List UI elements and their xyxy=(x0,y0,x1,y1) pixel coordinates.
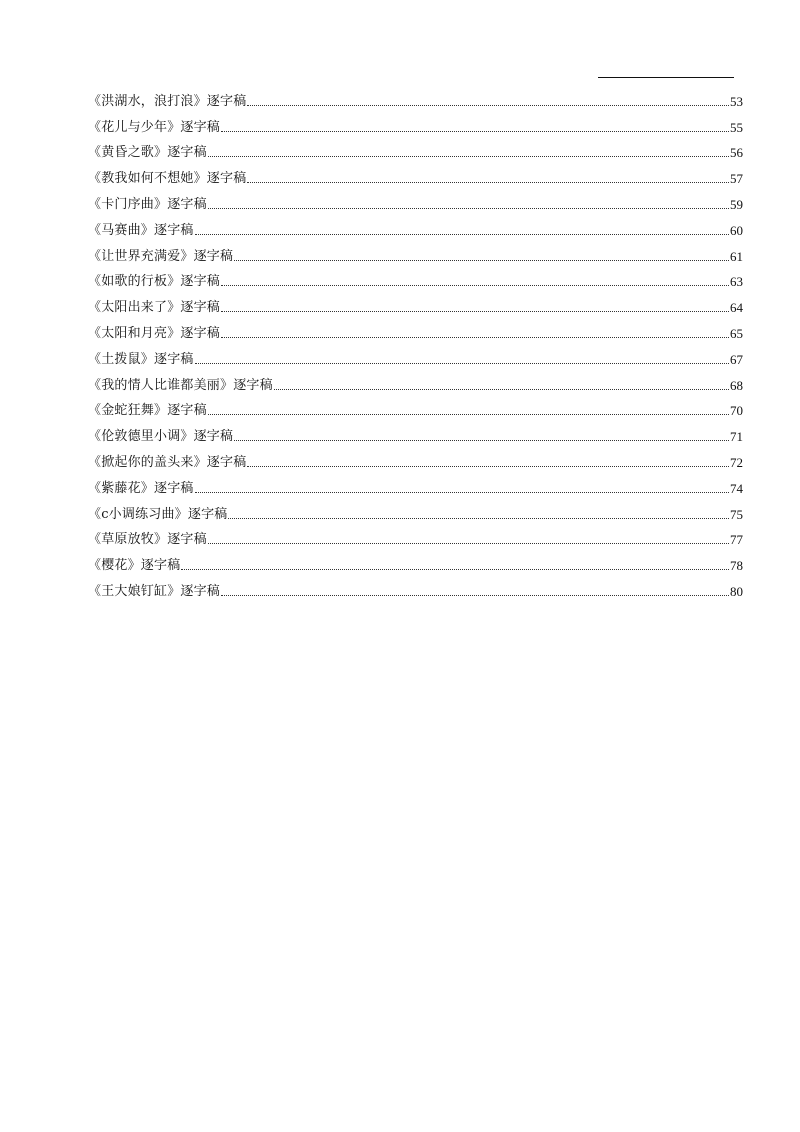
toc-entry[interactable] xyxy=(88,290,743,316)
toc-page-number: 65 xyxy=(730,325,743,341)
toc-entry-title: 《太阳和月亮》逐字稿 xyxy=(88,325,221,341)
toc-dot-leader xyxy=(234,260,729,261)
toc-page-number: 55 xyxy=(730,119,743,135)
toc-dot-leader xyxy=(221,285,729,286)
toc-entry-title: 《樱花》逐字稿 xyxy=(88,558,181,574)
toc-entry[interactable] xyxy=(88,239,743,265)
toc-page-number: 64 xyxy=(730,300,743,316)
toc-entry-title: 《花儿与少年》逐字稿 xyxy=(88,119,221,135)
toc-entry-title: 《教我如何不想她》逐字稿 xyxy=(88,171,247,187)
toc-dot-leader xyxy=(208,156,729,157)
toc-dot-leader xyxy=(247,466,729,467)
toc-dot-leader xyxy=(195,234,729,235)
toc-entry[interactable] xyxy=(88,161,743,187)
toc-page-number: 70 xyxy=(730,403,743,419)
toc-entry-title: 《土拨鼠》逐字稿 xyxy=(88,351,194,367)
toc-page-number: 75 xyxy=(730,506,743,522)
toc-entry[interactable] xyxy=(88,187,743,213)
toc-entry[interactable] xyxy=(88,368,743,394)
toc-entry[interactable] xyxy=(88,84,743,110)
toc-page-number: 80 xyxy=(730,583,743,599)
toc-entry-title: 《c小调练习曲》逐字稿 xyxy=(88,506,228,522)
toc-entry[interactable] xyxy=(88,110,743,136)
toc-dot-leader xyxy=(234,440,729,441)
toc-entry[interactable] xyxy=(88,213,743,239)
table-of-contents xyxy=(88,84,743,600)
toc-entry[interactable] xyxy=(88,497,743,523)
toc-dot-leader xyxy=(221,337,729,338)
toc-page-number: 77 xyxy=(730,532,743,548)
toc-page-number: 72 xyxy=(730,454,743,470)
toc-dot-leader xyxy=(208,543,729,544)
toc-dot-leader xyxy=(181,569,729,570)
toc-dot-leader xyxy=(195,492,729,493)
toc-entry[interactable] xyxy=(88,523,743,549)
toc-dot-leader xyxy=(228,518,729,519)
toc-entry-title: 《紫藤花》逐字稿 xyxy=(88,480,194,496)
toc-entry[interactable] xyxy=(88,445,743,471)
toc-entry-title: 《伦敦德里小调》逐字稿 xyxy=(88,429,234,445)
toc-dot-leader xyxy=(221,131,729,132)
toc-page-number: 71 xyxy=(730,429,743,445)
toc-entry[interactable] xyxy=(88,394,743,420)
toc-page-number: 53 xyxy=(730,93,743,109)
toc-entry-title: 《掀起你的盖头来》逐字稿 xyxy=(88,454,247,470)
toc-entry[interactable] xyxy=(88,316,743,342)
toc-entry-title: 《草原放牧》逐字稿 xyxy=(88,532,207,548)
toc-entry-title: 《太阳出来了》逐字稿 xyxy=(88,300,221,316)
toc-page-number: 63 xyxy=(730,274,743,290)
toc-dot-leader xyxy=(195,363,729,364)
toc-dot-leader xyxy=(247,105,729,106)
toc-entry-title: 《卡门序曲》逐字稿 xyxy=(88,196,207,212)
toc-entry[interactable] xyxy=(88,342,743,368)
toc-page-number: 57 xyxy=(730,171,743,187)
toc-entry[interactable] xyxy=(88,548,743,574)
toc-entry-title: 《如歌的行板》逐字稿 xyxy=(88,274,221,290)
toc-entry[interactable] xyxy=(88,471,743,497)
toc-page-number: 60 xyxy=(730,222,743,238)
toc-entry-title: 《黄昏之歌》逐字稿 xyxy=(88,145,207,161)
toc-entry[interactable] xyxy=(88,574,743,600)
toc-entry-title: 《马赛曲》逐字稿 xyxy=(88,222,194,238)
toc-dot-leader xyxy=(208,414,729,415)
toc-dot-leader xyxy=(247,182,729,183)
toc-page-number: 56 xyxy=(730,145,743,161)
toc-dot-leader xyxy=(221,595,729,596)
toc-page-number: 61 xyxy=(730,248,743,264)
toc-entry[interactable] xyxy=(88,136,743,162)
header-rule xyxy=(598,77,734,78)
toc-entry-title: 《王大娘钉缸》逐字稿 xyxy=(88,583,221,599)
toc-page-number: 59 xyxy=(730,196,743,212)
toc-page-number: 74 xyxy=(730,480,743,496)
toc-page-number: 68 xyxy=(730,377,743,393)
toc-entry-title: 《让世界充满爱》逐字稿 xyxy=(88,248,234,264)
toc-entry-title: 《洪湖水，浪打浪》逐字稿 xyxy=(88,93,247,109)
toc-entry[interactable] xyxy=(88,419,743,445)
toc-dot-leader xyxy=(274,389,729,390)
toc-entry[interactable] xyxy=(88,265,743,291)
toc-dot-leader xyxy=(208,208,729,209)
toc-entry-title: 《金蛇狂舞》逐字稿 xyxy=(88,403,207,419)
toc-dot-leader xyxy=(221,311,729,312)
toc-page-number: 78 xyxy=(730,558,743,574)
toc-entry-title: 《我的情人比谁都美丽》逐字稿 xyxy=(88,377,273,393)
toc-page-number: 67 xyxy=(730,351,743,367)
